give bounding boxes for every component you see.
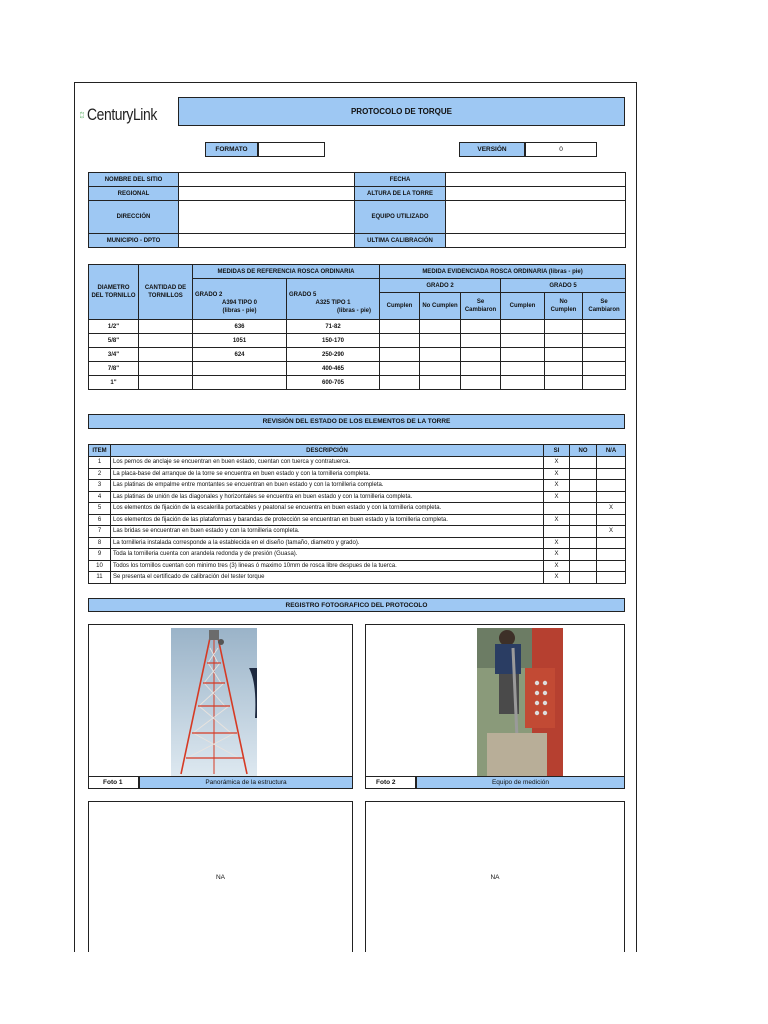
th-descripcion: DESCRIPCIÓN — [111, 445, 544, 457]
table-row — [89, 348, 626, 362]
cell-item: 5 — [89, 503, 111, 515]
cell-na[interactable] — [597, 572, 626, 584]
tower-photo — [171, 628, 257, 776]
na-right-text: NA — [490, 873, 500, 881]
cell-descripcion: Los elementos de fijación de la escalerilla portacables y peatonal se encuentra en buen estado y con la tornilleria completa. — [111, 503, 544, 515]
th-cumplen-g2: Cumplen — [380, 293, 420, 320]
cell-descripcion: Las platinas de unión de las diagonales y horizontales se encuentra en buen estado y con la tornilleria completa. — [111, 491, 544, 503]
cell-si[interactable]: X — [544, 468, 570, 480]
cell-grado5: 600-705 — [287, 376, 380, 390]
label-fecha: FECHA — [355, 173, 446, 187]
cell-na[interactable] — [597, 514, 626, 526]
na-left-text: NA — [215, 873, 226, 881]
cell-input[interactable] — [380, 362, 420, 376]
cell-input[interactable] — [583, 348, 626, 362]
cell-na[interactable] — [597, 468, 626, 480]
cell-input[interactable] — [583, 362, 626, 376]
table-row — [89, 503, 626, 515]
label-direccion: DIRECCIÓN — [89, 201, 179, 234]
label-calibracion: ULTIMA CALIBRACIÓN — [355, 234, 446, 248]
cell-input[interactable] — [501, 362, 545, 376]
cell-input[interactable] — [501, 376, 545, 390]
th-grado2-line2: A394 TIPO 0 — [221, 300, 257, 306]
th-no-cumplen-g2: No Cumplen — [420, 293, 461, 320]
cell-diametro: 1/2" — [89, 320, 139, 334]
th-medidas-referencia: MEDIDAS DE REFERENCIA ROSCA ORDINARIA — [193, 265, 380, 279]
logo-wordmark: CenturyLink — [86, 105, 157, 124]
cell-si[interactable] — [544, 526, 570, 538]
cell-cantidad[interactable] — [139, 348, 193, 362]
th-cumplen-g5: Cumplen — [501, 293, 545, 320]
th-no-cumplen-g5: No Cumplen — [545, 293, 583, 320]
th-cantidad: CANTIDAD DE TORNILLOS — [139, 265, 193, 320]
cell-input[interactable] — [420, 376, 461, 390]
cell-descripcion: Los pernos de anclaje se encuentran en buen estado, cuentan con tuerca y contratuerca. — [111, 457, 544, 469]
cell-input[interactable] — [380, 348, 420, 362]
cell-si[interactable] — [544, 503, 570, 515]
cell-input[interactable] — [545, 320, 583, 334]
cell-input[interactable] — [501, 348, 545, 362]
cell-cantidad[interactable] — [139, 376, 193, 390]
cell-item: 2 — [89, 468, 111, 480]
cell-input[interactable] — [583, 376, 626, 390]
table-row — [89, 560, 626, 572]
cell-input[interactable] — [461, 362, 501, 376]
cell-si[interactable]: X — [544, 491, 570, 503]
cell-no[interactable] — [570, 514, 597, 526]
version-label: VERSIÓN — [459, 142, 525, 157]
cell-no[interactable] — [570, 468, 597, 480]
table-row — [89, 549, 626, 561]
cell-no[interactable] — [570, 572, 597, 584]
cell-no[interactable] — [570, 549, 597, 561]
cell-grado5: 250-290 — [287, 348, 380, 362]
cell-item: 11 — [89, 572, 111, 584]
cell-no[interactable] — [570, 560, 597, 572]
cell-item: 1 — [89, 457, 111, 469]
cell-grado2: 636 — [193, 320, 287, 334]
field-calibracion[interactable] — [446, 234, 626, 248]
photo-2-frame — [365, 624, 625, 777]
cell-descripcion: Los elementos de fijación de las plataformas y barandas de protección se encuentran en buen estado y la tornilleria completa. — [111, 514, 544, 526]
foto2-caption: Equipo de medición — [416, 776, 625, 789]
foto1-label: Foto 1 — [88, 776, 139, 789]
cell-input[interactable] — [583, 320, 626, 334]
cell-input[interactable] — [380, 334, 420, 348]
photo-section-title: REGISTRO FOTOGRAFICO DEL PROTOCOLO — [88, 598, 625, 612]
cell-si[interactable]: X — [544, 537, 570, 549]
cell-si[interactable]: X — [544, 560, 570, 572]
cell-input[interactable] — [420, 334, 461, 348]
cell-item: 9 — [89, 549, 111, 561]
cell-si[interactable]: X — [544, 572, 570, 584]
th-item: ITEM — [89, 445, 111, 457]
table-row — [89, 320, 626, 334]
label-nombre-sitio: NOMBRE DEL SITIO — [89, 173, 179, 187]
cell-input[interactable] — [545, 334, 583, 348]
cell-descripcion: La placa-base del arranque de la torre se encuentra en buen estado y con la tornilleria completa. — [111, 468, 544, 480]
field-municipio[interactable] — [179, 234, 355, 248]
th-se-cambiaron-g2: Se Cambiaron — [461, 293, 501, 320]
th-ev-grado2: GRADO 2 — [380, 279, 501, 293]
revision-table — [88, 444, 626, 584]
cell-input[interactable] — [420, 362, 461, 376]
formato-label: FORMATO — [205, 142, 258, 157]
table-row — [89, 376, 626, 390]
th-na: N/A — [597, 445, 626, 457]
page-title-bar — [178, 97, 625, 126]
table-row — [89, 514, 626, 526]
foto2-label: Foto 2 — [365, 776, 416, 789]
table-row — [89, 537, 626, 549]
cell-no[interactable] — [570, 480, 597, 492]
label-altura: ALTURA DE LA TORRE — [355, 187, 446, 201]
version-field[interactable]: 0 — [525, 142, 597, 157]
cell-na[interactable] — [597, 549, 626, 561]
field-direccion[interactable] — [179, 201, 355, 234]
cell-cantidad[interactable] — [139, 334, 193, 348]
cell-grado2: 624 — [193, 348, 287, 362]
cell-input[interactable] — [501, 320, 545, 334]
cell-grado2 — [193, 376, 287, 390]
cell-grado2 — [193, 362, 287, 376]
torque-rows — [89, 320, 626, 390]
cell-si[interactable]: X — [544, 457, 570, 469]
label-equipo: EQUIPO UTILIZADO — [355, 201, 446, 234]
cell-diametro: 3/4" — [89, 348, 139, 362]
cell-item: 4 — [89, 491, 111, 503]
cell-item: 6 — [89, 514, 111, 526]
cell-input[interactable] — [420, 348, 461, 362]
th-grado2-line1: GRADO 2 — [195, 292, 223, 298]
cell-item: 10 — [89, 560, 111, 572]
table-row — [89, 480, 626, 492]
cell-cantidad[interactable] — [139, 320, 193, 334]
cell-input[interactable] — [545, 348, 583, 362]
cell-no[interactable] — [570, 503, 597, 515]
cell-diametro: 7/8" — [89, 362, 139, 376]
field-altura[interactable] — [446, 187, 626, 201]
cell-na[interactable] — [597, 480, 626, 492]
cell-item: 3 — [89, 480, 111, 492]
th-no: NO — [570, 445, 597, 457]
label-regional: REGIONAL — [89, 187, 179, 201]
th-ev-grado5: GRADO 5 — [501, 279, 626, 293]
th-medida-evidenciada: MEDIDA EVIDENCIADA ROSCA ORDINARIA (libras - pie) — [380, 265, 626, 279]
field-fecha[interactable] — [446, 173, 626, 187]
th-grado2-line3: (libras - pie) — [222, 308, 257, 314]
cell-input[interactable] — [380, 320, 420, 334]
cell-input[interactable] — [583, 334, 626, 348]
cell-na[interactable]: X — [597, 503, 626, 515]
formato-field[interactable] — [258, 142, 325, 157]
cell-descripcion: Las platinas de empalme entre montantes se encuentran en buen estado y con la tornilleria completa. — [111, 480, 544, 492]
photo-4-frame — [365, 801, 625, 952]
cell-descripcion: Toda la tornilleria cuenta con arandela redonda y de presión (Guasa). — [111, 549, 544, 561]
cell-grado5: 150-170 — [287, 334, 380, 348]
site-info-table — [88, 172, 626, 248]
cell-na[interactable] — [597, 537, 626, 549]
foto1-caption: Panorámica de la estructura — [139, 776, 353, 789]
photo-1-frame — [88, 624, 353, 777]
cell-item: 8 — [89, 537, 111, 549]
table-row — [89, 362, 626, 376]
th-se-cambiaron-g5: Se Cambiaron — [583, 293, 626, 320]
cell-input[interactable] — [545, 362, 583, 376]
revision-section-title: REVISIÓN DEL ESTADO DE LOS ELEMENTOS DE LA TORRE — [88, 414, 625, 429]
cell-input[interactable] — [380, 376, 420, 390]
cell-si[interactable]: X — [544, 549, 570, 561]
th-grado5-line2: A325 TIPO 1 — [315, 300, 351, 306]
table-row — [89, 572, 626, 584]
cell-grado2: 1051 — [193, 334, 287, 348]
cell-cantidad[interactable] — [139, 362, 193, 376]
th-diametro: DIAMETRO DEL TORNILLO — [89, 265, 139, 320]
table-row — [89, 491, 626, 503]
cell-na[interactable] — [597, 457, 626, 469]
cell-input[interactable] — [420, 320, 461, 334]
cell-na[interactable]: X — [597, 526, 626, 538]
cell-si[interactable]: X — [544, 480, 570, 492]
photo-3-frame — [88, 801, 353, 952]
measurement-equipment-photo — [477, 628, 563, 776]
cell-diametro: 5/8" — [89, 334, 139, 348]
th-grado5-line3: (libras - pie) — [336, 308, 371, 314]
th-si: SI — [544, 445, 570, 457]
th-grado5-ref — [287, 279, 380, 320]
cell-no[interactable] — [570, 457, 597, 469]
cell-input[interactable] — [461, 348, 501, 362]
cell-input[interactable] — [545, 376, 583, 390]
cell-descripcion: Las bridas se encuentran en buen estado y con la tornilleria completa. — [111, 526, 544, 538]
label-municipio: MUNICIPIO - DPTO — [89, 234, 179, 248]
cell-input[interactable] — [461, 334, 501, 348]
torque-table — [88, 264, 626, 390]
table-row — [89, 468, 626, 480]
centurylink-logo — [80, 92, 172, 138]
field-regional[interactable] — [179, 187, 355, 201]
cell-descripcion: La tornilleria instalada corresponde a la establecida en el diseño (tamaño, diametro y grado). — [111, 537, 544, 549]
th-grado2-ref — [193, 279, 287, 320]
cell-descripcion: Todos los tornillos cuentan con minimo tres (3) lineas ó maximo 10mm de rosca libre despues de la tuerca. — [111, 560, 544, 572]
cell-diametro: 1" — [89, 376, 139, 390]
cell-si[interactable]: X — [544, 514, 570, 526]
cell-grado5: 400-465 — [287, 362, 380, 376]
table-row — [89, 526, 626, 538]
field-nombre-sitio[interactable] — [179, 173, 355, 187]
logo-burst-icon — [80, 94, 84, 136]
field-equipo[interactable] — [446, 201, 626, 234]
cell-grado5: 71-82 — [287, 320, 380, 334]
table-row — [89, 457, 626, 469]
cell-no[interactable] — [570, 491, 597, 503]
cell-input[interactable] — [461, 376, 501, 390]
cell-na[interactable] — [597, 491, 626, 503]
table-row — [89, 334, 626, 348]
cell-descripcion: Se presenta el certificado de calibración del tester torque — [111, 572, 544, 584]
cell-item: 7 — [89, 526, 111, 538]
th-grado5-line1: GRADO 5 — [289, 292, 317, 298]
cell-na[interactable] — [597, 560, 626, 572]
cell-input[interactable] — [501, 334, 545, 348]
page-title: PROTOCOLO DE TORQUE — [350, 107, 453, 116]
cell-no[interactable] — [570, 537, 597, 549]
cell-input[interactable] — [461, 320, 501, 334]
cell-no[interactable] — [570, 526, 597, 538]
